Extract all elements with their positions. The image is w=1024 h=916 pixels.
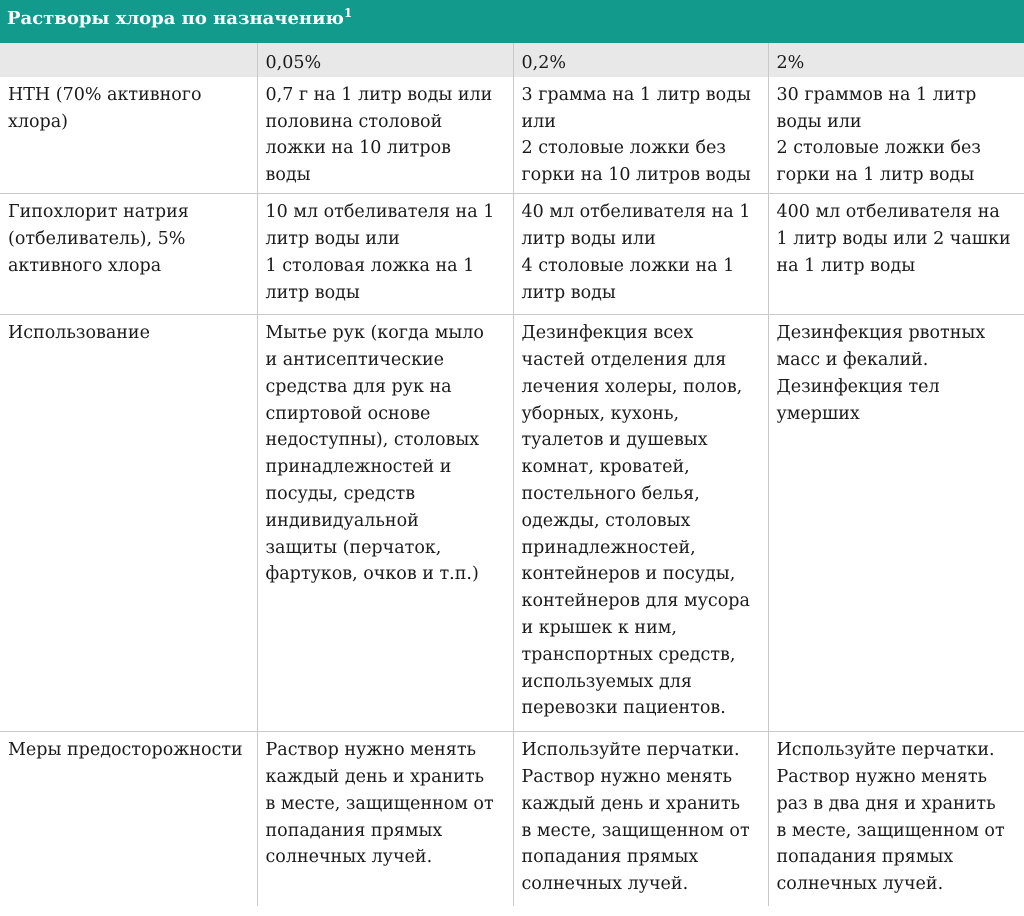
- chlorine-solutions-table: [0, 43, 1024, 906]
- cell-precautions-0-05: Раствор нужно менять каждый день и хранить в месте, защищенном от попадания прямых солнечных лучей.: [257, 732, 513, 906]
- header-cell-empty: [0, 43, 257, 77]
- table-title-bar: [0, 0, 1024, 43]
- table-row: [0, 194, 1024, 315]
- cell-precautions-0-2: Используйте перчатки. Раствор нужно менять каждый день и хранить в месте, защищенном от попадания прямых солнечных лучей.: [513, 732, 768, 906]
- table-row: [0, 732, 1024, 906]
- table-title: Растворы хлора по назначению: [7, 8, 344, 29]
- row-label-precautions: Меры предосторожности: [8, 740, 243, 761]
- cell-hth-0-05: 0,7 г на 1 литр воды или половина столовой ложки на 10 литров воды: [257, 77, 513, 194]
- cell-precautions-2: Используйте перчатки. Раствор нужно менять раз в два дня и хранить в месте, защищенном от попадания прямых солнечных лучей.: [768, 732, 1024, 906]
- cell-hth-2: 30 граммов на 1 литр воды или 2 столовые ложки без горки на 1 литр воды: [768, 77, 1024, 194]
- cell-usage-2: Дезинфекция рвотных масс и фекалий. Дезинфекция тел умерших: [768, 315, 1024, 732]
- cell-hypochlorite-0-2: 40 мл отбеливателя на 1 литр воды или 4 столовые ложки на 1 литр воды: [513, 194, 768, 315]
- header-cell-0-2: 0,2%: [513, 43, 768, 77]
- cell-hypochlorite-0-05: 10 мл отбеливателя на 1 литр воды или 1 столовая ложка на 1 литр воды: [257, 194, 513, 315]
- row-label-usage: Использование: [0, 315, 257, 732]
- cell-hth-0-2: 3 грамма на 1 литр воды или 2 столовые ложки без горки на 10 литров воды: [513, 77, 768, 194]
- table-row: [0, 77, 1024, 194]
- cell-usage-0-2: Дезинфекция всех частей отделения для лечения холеры, полов, уборных, кухонь, туалетов и душевых комнат, кроватей, постельного белья, одежды, столовых принадлежностей, контейнеров и посуды, контейнеров для мусора и крышек к ним, транспортных средств, используемых для перевозки пациентов.: [513, 315, 768, 732]
- table-row: [0, 315, 1024, 732]
- row-label-hypochlorite: Гипохлорит натрия (отбеливатель), 5% активного хлора: [0, 194, 257, 315]
- cell-usage-0-05: Мытье рук (когда мыло и антисептические средства для рук на спиртовой основе недоступны), столовых принадлежностей и посуды, средств индивидуальной защиты (перчаток, фартуков, очков и т.п.): [257, 315, 513, 732]
- header-row: [0, 43, 1024, 77]
- cell-hypochlorite-2: 400 мл отбеливателя на 1 литр воды или 2 чашки на 1 литр воды: [768, 194, 1024, 315]
- header-cell-2: 2%: [768, 43, 1024, 77]
- row-label-hth: HTH (70% активного хлора): [0, 77, 257, 194]
- header-cell-0-05: 0,05%: [257, 43, 513, 77]
- title-footnote-marker: 1: [343, 6, 353, 20]
